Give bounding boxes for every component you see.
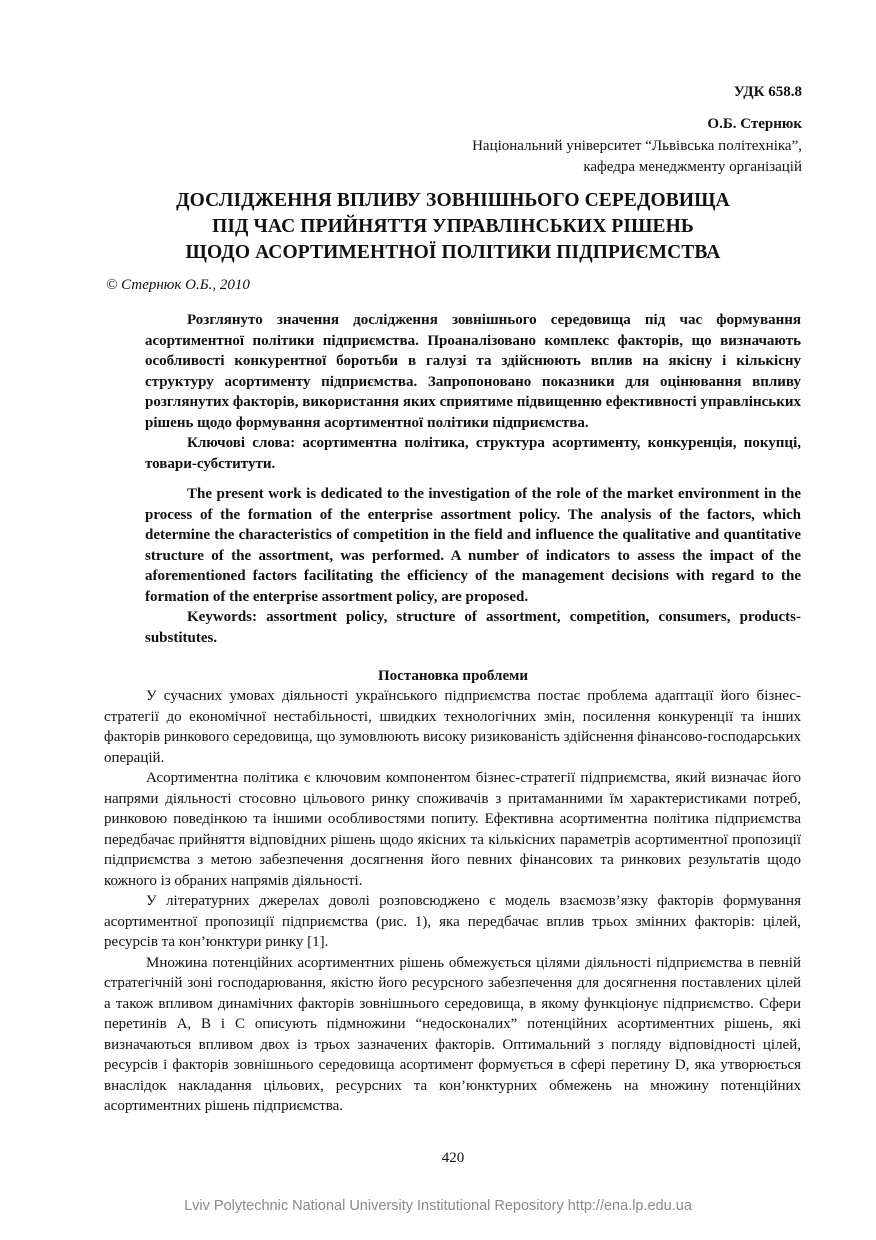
keywords (145, 433, 801, 474)
body-paragraph: Асортиментна політика є ключовим компонентом бізнес-стратегії підприємства, який визначає його напрями діяльності стосовно цільового ринку споживачів з притаманними їм характеристиками потреб, ринковою поведінкою та іншими особливостями попиту. Ефективна асортиментна політика підприємства передбачає прийняття відповідних рішень щодо якісних та кількісних параметрів асортиментної пропозиції підприємства з метою забезпечення досягнення його певних фінансових та ринкових результатів щодо кожного із обраних напрямів діяльності. (104, 770, 801, 889)
section-heading: Постановка проблеми (378, 668, 528, 684)
keywords-list: assortment policy, structure of assortment, competition, consumers, products-substitutes. (145, 609, 802, 646)
affiliation-line: Національний університет “Львівська політехніка”, (472, 138, 802, 154)
body-paragraph: Множина потенційних асортиментних рішень обмежується цілями діяльності підприємства в певній стратегічній зоні господарювання, якістю його ресурсного забезпечення для досягнення поставлених цілей а також впливом динамічних факторів зовнішнього середовища, в якому функціонує підприємство. Сфери перетинів A, B і C описують підмножини “недосконалих” потенційних асортиментних рішень, які визначаються впливом двох із трьох зазначених факторів. Оптимальний з погляду відповідності цілей, ресурсів і факторів зовнішнього середовища асортимент формується в сфері перетину D, яка утворюється внаслідок накладання цільових, ресурсних та кон’юнктурних обмежень на множину потенційних асортиментних рішень підприємства. (104, 954, 801, 1114)
abstract-english (145, 484, 801, 648)
keywords-label: Keywords: (187, 609, 257, 625)
repository-footer: Lviv Polytechnic National University Institutional Repository http://ena.lp.edu.ua (184, 1198, 692, 1214)
keywords-list: асортиментна політика, структура асортименту, конкуренція, покупці, товари-субститути. (145, 435, 801, 472)
author-name: О.Б. Стернюк (707, 116, 802, 132)
title-line: ДОСЛІДЖЕННЯ ВПЛИВУ ЗОВНІШНЬОГО СЕРЕДОВИЩА (176, 190, 730, 211)
abstract-text: Розглянуто значення дослідження зовнішнього середовища під час формування асортиментної політики підприємства. Проаналізовано комплекс факторів, що визначають особливості конкурентної боротьби в галузі та здійснюють вплив на якісну і кількісну структуру асортименту підприємства. Запропоновано показники для оцінювання впливу розглянутих факторів, використання яких сприятиме підвищенню ефективності управлінських рішень щодо формування асортиментної політики підприємства. (145, 312, 801, 431)
paper-title (100, 188, 806, 266)
abstract-text: The present work is dedicated to the investigation of the role of the market environment in the process of the formation of the enterprise assortment policy. The analysis of the factors, which determine the characteristics of competition in the field and influence the qualitative and quantitative structure of the assortment, was performed. A number of indicators to assess the impact of the aforementioned factors facilitating the efficiency of the management decisions with regard to the formation of the enterprise assortment policy, are proposed. (145, 486, 801, 605)
body-paragraph: У літературних джерелах доволі розповсюджено є модель взаємозв’язку факторів формування асортиментної пропозиції підприємства (рис. 1), яка передбачає вплив трьох змінних факторів: цілей, ресурсів та кон’юнктури ринку [1]. (104, 893, 801, 950)
author-affiliation (242, 136, 802, 178)
title-line: ЩОДО АСОРТИМЕНТНОЇ ПОЛІТИКИ ПІДПРИЄМСТВА (185, 242, 721, 263)
body-paragraph: У сучасних умовах діяльності українського підприємства постає проблема адаптації його бізнес-стратегії до економічної нестабільності, швидких технологічних змін, посилення конкуренції та інших факторів ринкового середовища, що зумовлюють високу ризикованість здійснення фінансово-господарських операцій. (104, 688, 801, 766)
abstract-ukrainian (145, 310, 801, 474)
keywords-label: Ключові слова: (187, 435, 296, 451)
keywords (145, 607, 801, 648)
title-line: ПІД ЧАС ПРИЙНЯТТЯ УПРАВЛІНСЬКИХ РІШЕНЬ (212, 216, 694, 237)
affiliation-line: кафедра менеджменту організацій (583, 159, 802, 175)
udk-code: УДК 658.8 (733, 84, 802, 100)
section-body (104, 686, 801, 1117)
page-number: 420 (441, 1150, 465, 1166)
copyright-notice: © Стернюк О.Б., 2010 (106, 277, 250, 293)
